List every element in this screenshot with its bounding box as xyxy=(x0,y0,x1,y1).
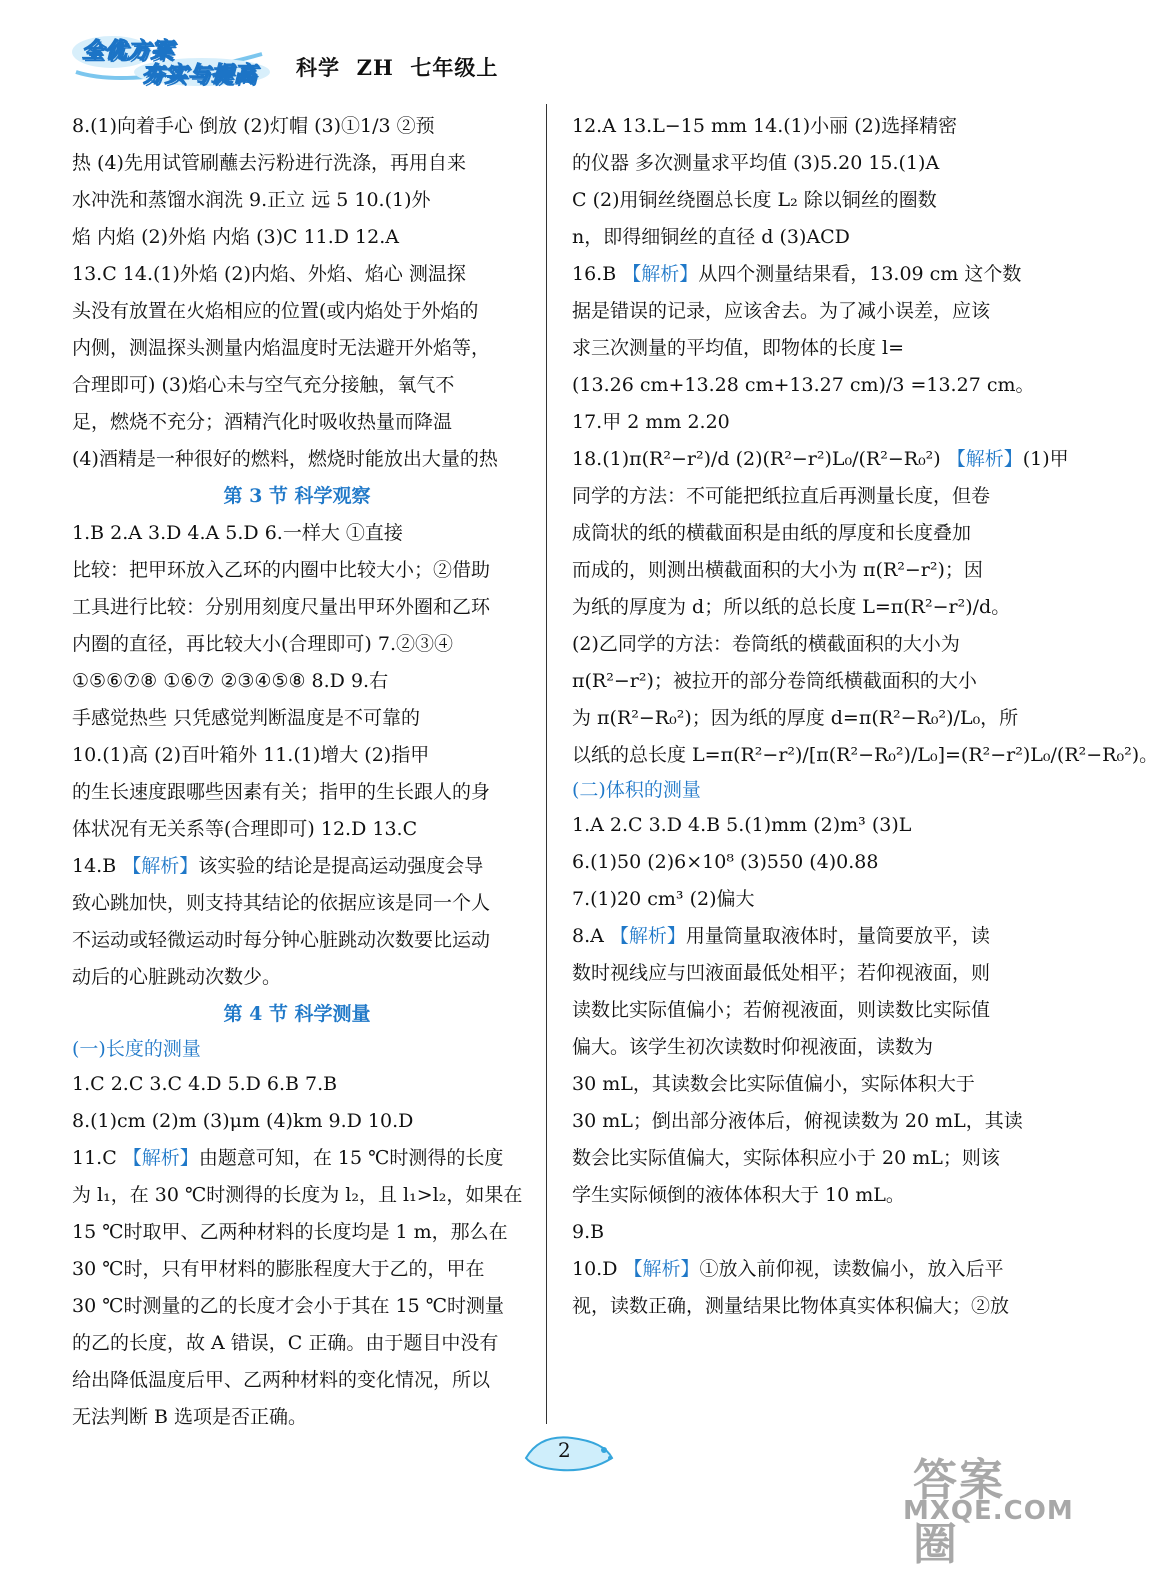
answer-line: 30 mL，其读数会比实际值偏小，实际体积大于 xyxy=(572,1073,975,1095)
answer-line: 8.(1)向着手心 倒放 (2)灯帽 (3)①1/3 ②预 xyxy=(72,115,435,137)
answer-line: 30 ℃时测量的乙的长度才会小于其在 15 ℃时测量 xyxy=(72,1295,504,1317)
logo-text-line1: 全优方案 xyxy=(82,39,175,64)
watermark-text: 答案圈 xyxy=(913,1455,1005,1570)
answer-line: 12.A 13.L−15 mm 14.(1)小丽 (2)选择精密 xyxy=(572,115,958,137)
logo-text-line2: 夯实与提高 xyxy=(142,63,258,88)
answer-line: 为纸的厚度为 d；所以纸的总长度 L=π(R²−r²)/d。 xyxy=(572,596,1011,618)
answer-line: (4)酒精是一种很好的燃料，燃烧时能放出大量的热 xyxy=(72,448,498,470)
answer-line: 为 l₁，在 30 ℃时测得的长度为 l₂，且 l₁>l₂，如果在 xyxy=(72,1184,523,1206)
answer-line: 数会比实际值偏大，实际体积应小于 20 mL；则该 xyxy=(572,1147,1000,1169)
answer-line: 焰 内焰 (2)外焰 内焰 (3)C 11.D 12.A xyxy=(72,226,399,248)
answer-line: 的生长速度跟哪些因素有关；指甲的生长跟人的身 xyxy=(72,781,491,803)
answer-line: 6.(1)50 (2)6×10⁸ (3)550 (4)0.88 xyxy=(572,851,879,873)
analysis-tag: 【解析】 xyxy=(622,263,699,285)
question-number: 10.D xyxy=(572,1258,624,1280)
analysis-text: 由题意可知，在 15 ℃时测得的长度 xyxy=(198,1147,504,1169)
answer-line: 头没有放置在火焰相应的位置(或内焰处于外焰的 xyxy=(72,300,479,322)
analysis-tag: 【解析】 xyxy=(623,1258,700,1280)
question-number: 16.B xyxy=(572,263,623,285)
answer-line: 的仪器 多次测量求平均值 (3)5.20 15.(1)A xyxy=(572,152,940,174)
answer-line: 视，读数正确，测量结果比物体真实体积偏大；②放 xyxy=(572,1295,1010,1317)
subsection-length-title: (一)长度的测量 xyxy=(72,1038,201,1060)
answer-line: π(R²−r²)；被拉开的部分卷筒纸横截面积的大小 xyxy=(572,670,977,692)
section-3-title: 第 3 节 科学观察 xyxy=(223,485,371,507)
answer-line: ①⑤⑥⑦⑧ ①⑥⑦ ②③④⑤⑧ 8.D 9.右 xyxy=(72,670,389,692)
answer-line: 据是错误的记录，应该舍去。为了减小误差，应该 xyxy=(572,300,991,322)
answer-line: 9.B xyxy=(572,1221,605,1243)
answer-line: 合理即可) (3)焰心未与空气充分接触，氧气不 xyxy=(72,374,455,396)
answer-line: 17.甲 2 mm 2.20 xyxy=(572,411,730,433)
answer-line-q11 xyxy=(72,1140,522,1177)
page-number: 2 xyxy=(558,1438,571,1462)
answer-line: 内圈的直径，再比较大小(合理即可) 7.②③④ xyxy=(72,633,453,655)
answer-line: 1.B 2.A 3.D 4.A 5.D 6.一样大 ①直接 xyxy=(72,522,403,544)
book-title: 科学 ZH 七年级上 xyxy=(296,55,499,80)
analysis-text: ①放入前仰视，读数偏小，放入后平 xyxy=(699,1258,1004,1280)
answer-line: 水冲洗和蒸馏水润洗 9.正立 远 5 10.(1)外 xyxy=(72,189,431,211)
answer-line: 致心跳加快，则支持其结论的依据应该是同一个人 xyxy=(72,892,491,914)
question-number: 8.A xyxy=(572,925,610,947)
answer-line: 30 ℃时，只有甲材料的膨胀程度大于乙的，甲在 xyxy=(72,1258,485,1280)
answer-line: 求三次测量的平均值，即物体的长度 l= xyxy=(572,337,905,359)
answer-line: 无法判断 B 选项是否正确。 xyxy=(72,1406,308,1428)
answer-line: 不运动或轻微运动时每分钟心脏跳动次数要比运动 xyxy=(72,929,491,951)
answer-line: 热 (4)先用试管刷蘸去污粉进行洗涤，再用自来 xyxy=(72,152,466,174)
answer-line: n，即得细铜丝的直径 d (3)ACD xyxy=(572,226,850,248)
answer-line: 的乙的长度，故 A 错误，C 正确。由于题目中没有 xyxy=(72,1332,499,1354)
answer-line: 足，燃烧不充分；酒精汽化时吸收热量而降温 xyxy=(72,411,453,433)
answer-line-q14 xyxy=(72,848,522,885)
answer-line: 15 ℃时取甲、乙两种材料的长度均是 1 m，那么在 xyxy=(72,1221,508,1243)
analysis-tag: 【解析】 xyxy=(122,855,199,877)
answer-line: 成筒状的纸的横截面积是由纸的厚度和长度叠加 xyxy=(572,522,972,544)
answer-line: 为 π(R²−R₀²)；因为纸的厚度 d=π(R²−R₀²)/L₀，所 xyxy=(572,707,1019,729)
page-number-badge xyxy=(520,1428,620,1478)
answer-line: 数时视线应与凹液面最低处相平；若仰视液面，则 xyxy=(572,962,991,984)
answer-line: 给出降低温度后甲、乙两种材料的变化情况，所以 xyxy=(72,1369,491,1391)
watermark xyxy=(895,1440,1074,1570)
answer-line: 体状况有无关系等(合理即可) 12.D 13.C xyxy=(72,818,418,840)
answer-line: 读数比实际值偏小；若俯视液面，则读数比实际值 xyxy=(572,999,991,1021)
answer-formula: 18.(1)π(R²−r²)/d (2)(R²−r²)L₀/(R²−R₀²) xyxy=(572,448,947,470)
answer-line: 内侧，测温探头测量内焰温度时无法避开外焰等， xyxy=(72,337,491,359)
column-divider xyxy=(546,104,547,1424)
analysis-text: 从四个测量结果看，13.09 cm 这个数 xyxy=(698,263,1022,285)
left-column xyxy=(72,108,522,1436)
subsection-volume-title: (二)体积的测量 xyxy=(572,779,701,801)
answer-line: 1.C 2.C 3.C 4.D 5.D 6.B 7.B xyxy=(72,1073,338,1095)
answer-line: 30 mL；倒出部分液体后，俯视读数为 20 mL，其读 xyxy=(572,1110,1023,1132)
answer-line-q18 xyxy=(572,441,1069,478)
answer-line: 而成的，则测出横截面积的大小为 π(R²−r²)；因 xyxy=(572,559,983,581)
answer-line: 13.C 14.(1)外焰 (2)内焰、外焰、焰心 测温探 xyxy=(72,263,466,285)
watermark-url: MXQE.COM xyxy=(903,1496,1074,1526)
answer-line: (2)乙同学的方法：卷筒纸的横截面积的大小为 xyxy=(572,633,960,655)
question-number: 14.B xyxy=(72,855,123,877)
answer-line: C (2)用铜丝绕圈总长度 L₂ 除以铜丝的圈数 xyxy=(572,189,937,211)
answer-line-q10 xyxy=(572,1251,1022,1288)
answer-line: 同学的方法：不可能把纸拉直后再测量长度，但卷 xyxy=(572,485,991,507)
analysis-text: 该实验的结论是提高运动强度会导 xyxy=(198,855,484,877)
formula-line: 以纸的总长度 L=π(R²−r²)/[π(R²−R₀²)/L₀]=(R²−r²)L₀/(R²−R₀²)。 xyxy=(572,744,1158,766)
answer-line: 工具进行比较：分别用刻度尺量出甲环外圈和乙环 xyxy=(72,596,491,618)
section-4-title: 第 4 节 科学测量 xyxy=(223,1003,371,1025)
analysis-text: (1)甲 xyxy=(1022,448,1069,470)
answer-line: 偏大。该学生初次读数时仰视液面，读数为 xyxy=(572,1036,934,1058)
analysis-text: 用量筒量取液体时，量筒要放平，读 xyxy=(685,925,990,947)
answer-line: 8.(1)cm (2)m (3)μm (4)km 9.D 10.D xyxy=(72,1110,414,1132)
answer-line: 动后的心脏跳动次数少。 xyxy=(72,966,282,988)
series-logo xyxy=(72,32,272,88)
formula-line: (13.26 cm+13.28 cm+13.27 cm)/3 =13.27 cm。 xyxy=(572,374,1035,396)
answer-line-q16 xyxy=(572,256,1022,293)
answer-line: 比较：把甲环放入乙环的内圈中比较大小；②借助 xyxy=(72,559,491,581)
answer-line: 学生实际倾倒的液体体积大于 10 mL。 xyxy=(572,1184,905,1206)
answer-line: 7.(1)20 cm³ (2)偏大 xyxy=(572,888,755,910)
answer-line-q8 xyxy=(572,918,1022,955)
analysis-tag: 【解析】 xyxy=(609,925,686,947)
question-number: 11.C xyxy=(72,1147,123,1169)
answer-line: 10.(1)高 (2)百叶箱外 11.(1)增大 (2)指甲 xyxy=(72,744,430,766)
analysis-tag: 【解析】 xyxy=(946,448,1023,470)
analysis-tag: 【解析】 xyxy=(122,1147,199,1169)
answer-line: 手感觉热些 只凭感觉判断温度是不可靠的 xyxy=(72,707,421,729)
page-header xyxy=(72,26,552,96)
answer-line: 1.A 2.C 3.D 4.B 5.(1)mm (2)m³ (3)L xyxy=(572,814,912,836)
right-column xyxy=(572,108,1158,1325)
